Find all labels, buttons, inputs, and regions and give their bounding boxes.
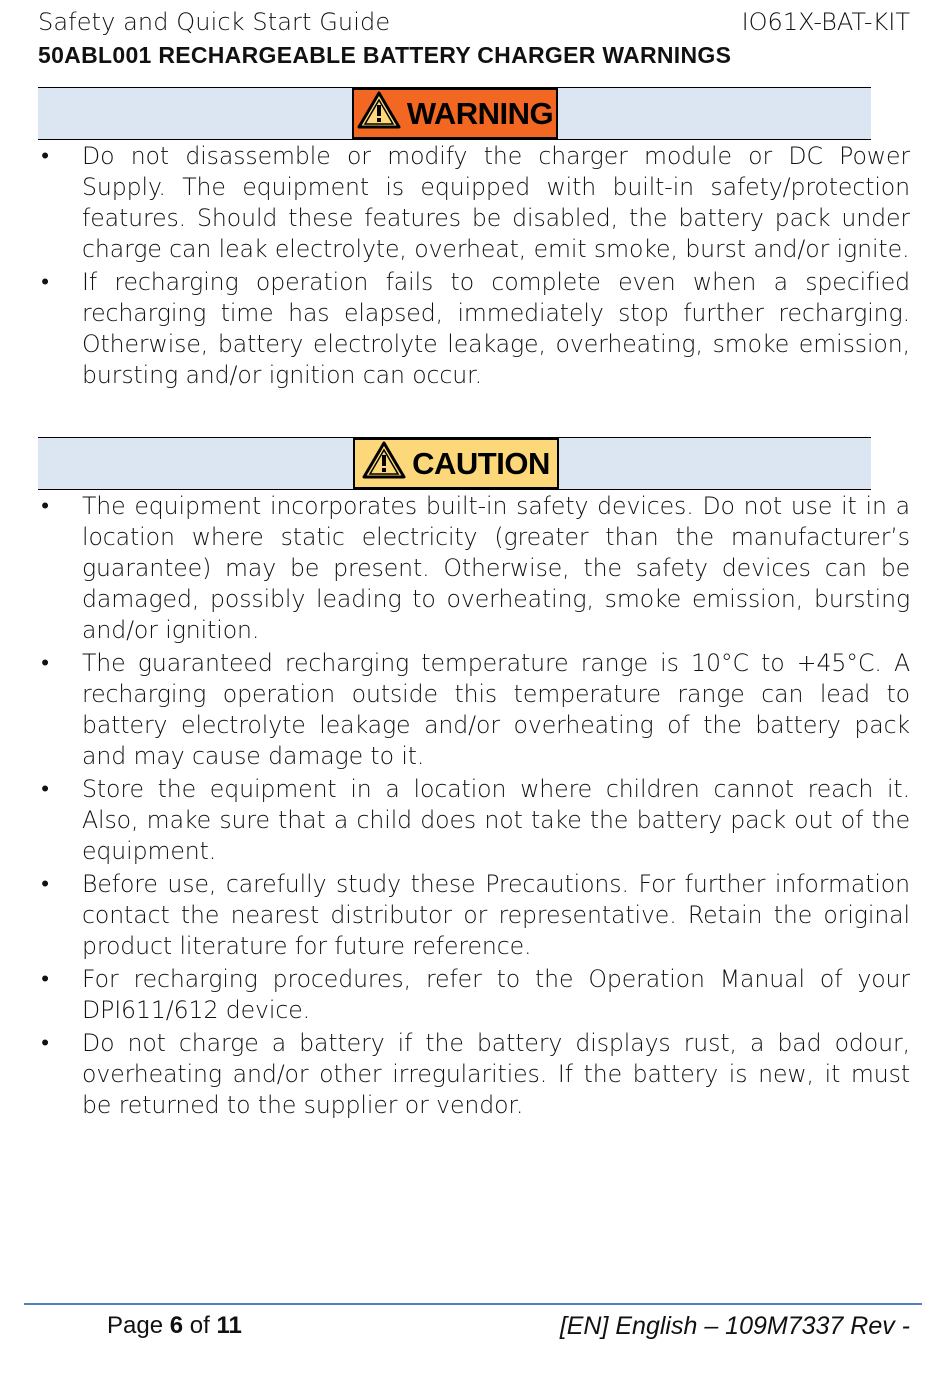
list-item [38, 491, 910, 646]
document-reference: [EN] English – 109M7337 Rev - [559, 1312, 910, 1340]
list-item [38, 869, 910, 962]
kit-code: IO61X-BAT-KIT [741, 8, 910, 36]
caution-banner [38, 437, 871, 490]
page-number [107, 1312, 242, 1340]
list-item [38, 964, 910, 1026]
bullet: • [41, 872, 49, 897]
page-current: 6 [169, 1312, 184, 1339]
bullet: • [41, 1031, 49, 1056]
caution-label: CAUTION [412, 445, 550, 481]
guide-title: Safety and Quick Start Guide [38, 8, 391, 36]
caution-list [38, 491, 910, 1123]
bullet: • [41, 270, 49, 295]
list-item-text: Do not charge a battery if the battery displays rust, a bad odour, overheating and/or other irregularities. If the battery is new, it must be returned to the supplier or vendor. [82, 1029, 910, 1119]
footer-divider [24, 1303, 922, 1305]
warning-triangle-icon [362, 441, 406, 487]
list-item-text: If recharging operation fails to complete even when a specified recharging time has elapsed, immediately stop further recharging. Otherwise, battery electrolyte leakage, overheating, smoke emission, bursting and/or ignition can occur. [82, 268, 910, 389]
warning-sign [352, 88, 558, 139]
list-item [38, 1028, 910, 1121]
page-total: 11 [216, 1312, 242, 1339]
page-prefix: Page [107, 1312, 164, 1339]
list-item [38, 648, 910, 772]
section-title: 50ABL001 RECHARGEABLE BATTERY CHARGER WARNINGS [38, 42, 732, 68]
caution-sign [353, 438, 559, 489]
bullet: • [41, 967, 49, 992]
list-item-text: Before use, carefully study these Precautions. For further information contact the nearest distributor or representative. Retain the original product literature for future reference. [82, 870, 910, 960]
list-item-text: For recharging procedures, refer to the Operation Manual of your DPI611/612 device. [82, 965, 910, 1024]
warning-banner [38, 87, 871, 140]
list-item [38, 141, 910, 265]
bullet: • [41, 494, 49, 519]
list-item-text: The guaranteed recharging temperature range is 10°C to +45°C. A recharging operation outside this temperature range can lead to battery electrolyte leakage and/or overheating of the battery pack and may cause damage to it. [82, 649, 910, 770]
page-of: of [189, 1312, 210, 1339]
list-item-text: Store the equipment in a location where children cannot reach it. Also, make sure that a child does not take the battery pack out of the equipment. [82, 775, 910, 865]
list-item [38, 267, 910, 391]
bullet: • [41, 144, 49, 169]
warning-triangle-icon [357, 91, 401, 137]
list-item-text: The equipment incorporates built-in safety devices. Do not use it in a location where static electricity (greater than the manufacturer’s guarantee) may be present. Otherwise, the safety devices can be damaged, possibly leading to overheating, smoke emission, bursting and/or ignition. [82, 492, 910, 644]
bullet: • [41, 777, 49, 802]
list-item [38, 774, 910, 867]
list-item-text: Do not disassemble or modify the charger module or DC Power Supply. The equipment is equipped with built-in safety/protection features. Should these features be disabled, the battery pack under charge can leak electrolyte, overheat, emit smoke, burst and/or ignite. [82, 142, 910, 263]
bullet: • [41, 651, 49, 676]
warning-label: WARNING [406, 95, 554, 131]
warning-list [38, 141, 910, 393]
